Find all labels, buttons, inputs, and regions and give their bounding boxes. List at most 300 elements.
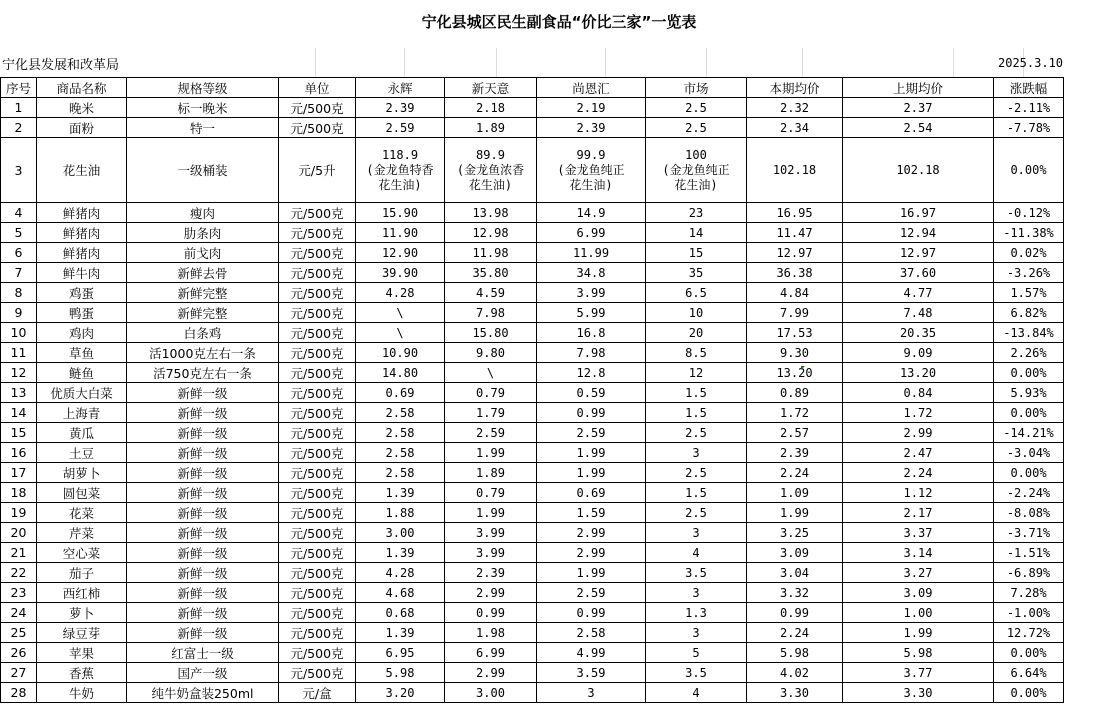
cell-index: 17 (1, 463, 37, 483)
cell-xintianyi: 7.98 (445, 303, 537, 323)
cell-yonghui: \ (356, 323, 445, 343)
cell-name: 鸡肉 (37, 323, 127, 343)
cell-yonghui: 1.88 (356, 503, 445, 523)
cell-previous-avg: 2.99 (843, 423, 994, 443)
cell-name: 花菜 (37, 503, 127, 523)
cell-index: 26 (1, 643, 37, 663)
cell-unit: 元/500克 (279, 303, 356, 323)
cell-yonghui: 1.39 (356, 623, 445, 643)
cell-name: 晚米 (37, 98, 127, 118)
cell-unit: 元/500克 (279, 263, 356, 283)
cell-xintianyi: 4.59 (445, 283, 537, 303)
cell-change: -1.51% (994, 543, 1064, 563)
cell-shangenhui: 99.9 (金龙鱼纯正 花生油) (537, 138, 646, 203)
cell-yonghui: 12.90 (356, 243, 445, 263)
cell-current-avg: 2.32 (747, 98, 843, 118)
cell-xintianyi: 1.89 (445, 463, 537, 483)
cell-current-avg: 4.02 (747, 663, 843, 683)
cell-shangenhui: 2.39 (537, 118, 646, 138)
cell-yonghui: 3.00 (356, 523, 445, 543)
cell-xintianyi: 15.80 (445, 323, 537, 343)
cell-previous-avg: 3.37 (843, 523, 994, 543)
cell-market: 6.5 (646, 283, 747, 303)
table-row (1, 423, 1118, 443)
cell-yonghui: 2.58 (356, 423, 445, 443)
cell-name: 西红柿 (37, 583, 127, 603)
cell-index: 2 (1, 118, 37, 138)
cell-unit: 元/500克 (279, 98, 356, 118)
cell-unit: 元/500克 (279, 643, 356, 663)
cell-previous-avg: 2.37 (843, 98, 994, 118)
cell-change: -11.38% (994, 223, 1064, 243)
cell-market: 3.5 (646, 663, 747, 683)
cell-change: 12.72% (994, 623, 1064, 643)
cell-yonghui: 0.69 (356, 383, 445, 403)
cell-market: 3 (646, 623, 747, 643)
cell-name: 鲜猪肉 (37, 203, 127, 223)
cell-current-avg: 0.89 (747, 383, 843, 403)
cell-shangenhui: 2.59 (537, 583, 646, 603)
cell-unit: 元/500克 (279, 663, 356, 683)
cell-index: 9 (1, 303, 37, 323)
cell-current-avg: 1.09 (747, 483, 843, 503)
cell-current-avg: 4.84 (747, 283, 843, 303)
cell-index: 23 (1, 583, 37, 603)
cell-spec: 一级桶装 (127, 138, 279, 203)
cell-spec: 新鲜一级 (127, 623, 279, 643)
cell-comment-marker (801, 366, 805, 370)
report-date: 2025.3.10 (998, 56, 1064, 70)
cell-change: 0.00% (994, 403, 1064, 423)
cell-yonghui: 2.59 (356, 118, 445, 138)
cell-name: 萝卜 (37, 603, 127, 623)
cell-current-avg: 12.97 (747, 243, 843, 263)
cell-market: 15 (646, 243, 747, 263)
cell-change: -8.08% (994, 503, 1064, 523)
cell-market: 1.5 (646, 383, 747, 403)
cell-index: 5 (1, 223, 37, 243)
cell-name: 牛奶 (37, 683, 127, 703)
cell-spec: 前戈肉 (127, 243, 279, 263)
cell-change: 7.28% (994, 583, 1064, 603)
table-row (1, 203, 1118, 223)
cell-change: 0.00% (994, 138, 1064, 203)
cell-name: 黄瓜 (37, 423, 127, 443)
cell-market: 3.5 (646, 563, 747, 583)
cell-previous-avg: 12.97 (843, 243, 994, 263)
cell-market: 5 (646, 643, 747, 663)
cell-shangenhui: 3.99 (537, 283, 646, 303)
cell-spec: 白条鸡 (127, 323, 279, 343)
cell-market: 1.5 (646, 403, 747, 423)
cell-previous-avg: 1.72 (843, 403, 994, 423)
col-header-previous-avg: 上期均价 (843, 78, 994, 98)
cell-shangenhui: 2.59 (537, 423, 646, 443)
cell-unit: 元/500克 (279, 583, 356, 603)
cell-spec: 新鲜一级 (127, 403, 279, 423)
cell-unit: 元/500克 (279, 623, 356, 643)
table-row (1, 603, 1118, 623)
cell-previous-avg: 13.20 (843, 363, 994, 383)
cell-change: 5.93% (994, 383, 1064, 403)
cell-name: 鲜牛肉 (37, 263, 127, 283)
cell-unit: 元/500克 (279, 503, 356, 523)
cell-name: 优质大白菜 (37, 383, 127, 403)
cell-xintianyi: 1.79 (445, 403, 537, 423)
cell-current-avg: 36.38 (747, 263, 843, 283)
cell-yonghui: 4.28 (356, 563, 445, 583)
cell-spec: 活750克左右一条 (127, 363, 279, 383)
cell-unit: 元/500克 (279, 203, 356, 223)
col-header-name: 商品名称 (37, 78, 127, 98)
price-table (0, 77, 1118, 703)
col-header-spec: 规格等级 (127, 78, 279, 98)
cell-spec: 新鲜一级 (127, 443, 279, 463)
col-header-yonghui: 永辉 (356, 78, 445, 98)
cell-unit: 元/500克 (279, 283, 356, 303)
col-header-market: 市场 (646, 78, 747, 98)
cell-current-avg: 0.99 (747, 603, 843, 623)
cell-current-avg: 3.30 (747, 683, 843, 703)
col-header-current-avg: 本期均价 (747, 78, 843, 98)
cell-xintianyi: 1.99 (445, 503, 537, 523)
cell-name: 花生油 (37, 138, 127, 203)
cell-market: 10 (646, 303, 747, 323)
table-row (1, 383, 1118, 403)
cell-index: 15 (1, 423, 37, 443)
table-row (1, 683, 1118, 703)
cell-market: 14 (646, 223, 747, 243)
cell-index: 16 (1, 443, 37, 463)
cell-name: 苹果 (37, 643, 127, 663)
cell-shangenhui: 2.99 (537, 543, 646, 563)
cell-market: 1.5 (646, 483, 747, 503)
cell-shangenhui: 2.99 (537, 523, 646, 543)
cell-unit: 元/500克 (279, 383, 356, 403)
cell-xintianyi: 2.18 (445, 98, 537, 118)
col-header-index: 序号 (1, 78, 37, 98)
cell-current-avg: 3.25 (747, 523, 843, 543)
cell-spec: 国产一级 (127, 663, 279, 683)
cell-xintianyi: 2.99 (445, 663, 537, 683)
table-row (1, 363, 1118, 383)
table-row (1, 303, 1118, 323)
cell-change: -3.04% (994, 443, 1064, 463)
cell-xintianyi: 35.80 (445, 263, 537, 283)
cell-name: 胡萝卜 (37, 463, 127, 483)
cell-current-avg: 1.99 (747, 503, 843, 523)
cell-change: 0.00% (994, 683, 1064, 703)
cell-yonghui: \ (356, 303, 445, 323)
cell-name: 土豆 (37, 443, 127, 463)
table-row (1, 223, 1118, 243)
cell-xintianyi: 2.59 (445, 423, 537, 443)
cell-spec: 活1000克左右一条 (127, 343, 279, 363)
cell-index: 11 (1, 343, 37, 363)
cell-shangenhui: 1.99 (537, 563, 646, 583)
cell-yonghui: 2.39 (356, 98, 445, 118)
cell-market: 4 (646, 543, 747, 563)
cell-xintianyi: 2.99 (445, 583, 537, 603)
cell-previous-avg: 102.18 (843, 138, 994, 203)
cell-previous-avg: 1.99 (843, 623, 994, 643)
cell-shangenhui: 16.8 (537, 323, 646, 343)
cell-unit: 元/500克 (279, 423, 356, 443)
cell-xintianyi: 13.98 (445, 203, 537, 223)
cell-index: 14 (1, 403, 37, 423)
cell-change: -3.71% (994, 523, 1064, 543)
cell-shangenhui: 12.8 (537, 363, 646, 383)
cell-change: -0.12% (994, 203, 1064, 223)
table-row (1, 523, 1118, 543)
cell-yonghui: 0.68 (356, 603, 445, 623)
cell-change: -6.89% (994, 563, 1064, 583)
cell-name: 草鱼 (37, 343, 127, 363)
table-row (1, 643, 1118, 663)
cell-unit: 元/500克 (279, 363, 356, 383)
cell-current-avg: 2.34 (747, 118, 843, 138)
cell-xintianyi: 2.39 (445, 563, 537, 583)
sheet-title: 宁化县城区民生副食品“价比三家”一览表 (421, 13, 697, 31)
cell-yonghui: 118.9 (金龙鱼特香 花生油) (356, 138, 445, 203)
cell-name: 鲜猪肉 (37, 223, 127, 243)
cell-change: -7.78% (994, 118, 1064, 138)
cell-unit: 元/500克 (279, 603, 356, 623)
gridline (605, 48, 606, 77)
cell-current-avg: 3.09 (747, 543, 843, 563)
cell-shangenhui: 0.59 (537, 383, 646, 403)
cell-current-avg: 16.95 (747, 203, 843, 223)
cell-unit: 元/500克 (279, 223, 356, 243)
cell-change: -13.84% (994, 323, 1064, 343)
cell-spec: 红富士一级 (127, 643, 279, 663)
cell-unit: 元/500克 (279, 563, 356, 583)
cell-unit: 元/5升 (279, 138, 356, 203)
cell-market: 3 (646, 523, 747, 543)
cell-spec: 新鲜一级 (127, 543, 279, 563)
cell-xintianyi: 89.9 (金龙鱼浓香 花生油) (445, 138, 537, 203)
cell-current-avg: 3.32 (747, 583, 843, 603)
cell-name: 鸭蛋 (37, 303, 127, 323)
cell-previous-avg: 3.77 (843, 663, 994, 683)
table-row (1, 503, 1118, 523)
cell-spec: 新鲜一级 (127, 423, 279, 443)
cell-change: 0.00% (994, 643, 1064, 663)
cell-index: 28 (1, 683, 37, 703)
cell-name: 鲢鱼 (37, 363, 127, 383)
table-row (1, 543, 1118, 563)
org-name: 宁化县发展和改革局 (2, 58, 120, 73)
cell-unit: 元/500克 (279, 403, 356, 423)
cell-previous-avg: 3.09 (843, 583, 994, 603)
cell-yonghui: 4.68 (356, 583, 445, 603)
cell-market: 2.5 (646, 118, 747, 138)
cell-name: 香蕉 (37, 663, 127, 683)
cell-market: 20 (646, 323, 747, 343)
cell-unit: 元/500克 (279, 443, 356, 463)
cell-name: 空心菜 (37, 543, 127, 563)
cell-current-avg: 7.99 (747, 303, 843, 323)
table-row (1, 663, 1118, 683)
cell-shangenhui: 1.99 (537, 443, 646, 463)
cell-market: 2.5 (646, 463, 747, 483)
cell-current-avg: 13.20 (747, 363, 843, 383)
cell-change: -3.26% (994, 263, 1064, 283)
cell-xintianyi: 9.80 (445, 343, 537, 363)
col-header-unit: 单位 (279, 78, 356, 98)
cell-xintianyi: \ (445, 363, 537, 383)
cell-previous-avg: 12.94 (843, 223, 994, 243)
cell-previous-avg: 37.60 (843, 263, 994, 283)
cell-index: 20 (1, 523, 37, 543)
cell-spec: 纯牛奶盒装250ml (127, 683, 279, 703)
cell-index: 8 (1, 283, 37, 303)
cell-previous-avg: 1.12 (843, 483, 994, 503)
cell-previous-avg: 3.14 (843, 543, 994, 563)
cell-change: 0.00% (994, 363, 1064, 383)
cell-index: 27 (1, 663, 37, 683)
cell-unit: 元/盒 (279, 683, 356, 703)
cell-spec: 新鲜一级 (127, 503, 279, 523)
cell-index: 22 (1, 563, 37, 583)
cell-unit: 元/500克 (279, 118, 356, 138)
cell-xintianyi: 11.98 (445, 243, 537, 263)
cell-index: 21 (1, 543, 37, 563)
cell-change: 6.82% (994, 303, 1064, 323)
cell-current-avg: 2.39 (747, 443, 843, 463)
cell-yonghui: 4.28 (356, 283, 445, 303)
cell-shangenhui: 6.99 (537, 223, 646, 243)
cell-market: 3 (646, 443, 747, 463)
cell-name: 面粉 (37, 118, 127, 138)
cell-current-avg: 2.24 (747, 463, 843, 483)
cell-shangenhui: 2.19 (537, 98, 646, 118)
cell-change: 1.57% (994, 283, 1064, 303)
cell-index: 4 (1, 203, 37, 223)
cell-current-avg: 2.57 (747, 423, 843, 443)
cell-market: 4 (646, 683, 747, 703)
cell-previous-avg: 3.27 (843, 563, 994, 583)
cell-xintianyi: 0.79 (445, 483, 537, 503)
cell-index: 1 (1, 98, 37, 118)
cell-current-avg: 3.04 (747, 563, 843, 583)
cell-name: 上海青 (37, 403, 127, 423)
cell-spec: 新鲜去骨 (127, 263, 279, 283)
cell-spec: 肋条肉 (127, 223, 279, 243)
cell-previous-avg: 2.17 (843, 503, 994, 523)
table-row (1, 463, 1118, 483)
gridline (706, 48, 707, 77)
cell-change: -2.11% (994, 98, 1064, 118)
cell-market: 12 (646, 363, 747, 383)
cell-current-avg: 2.24 (747, 623, 843, 643)
cell-name: 鸡蛋 (37, 283, 127, 303)
cell-yonghui: 11.90 (356, 223, 445, 243)
col-header-shangenhui: 尚恩汇 (537, 78, 646, 98)
cell-market: 8.5 (646, 343, 747, 363)
cell-index: 6 (1, 243, 37, 263)
cell-change: 0.02% (994, 243, 1064, 263)
cell-yonghui: 3.20 (356, 683, 445, 703)
cell-name: 芹菜 (37, 523, 127, 543)
cell-current-avg: 1.72 (747, 403, 843, 423)
table-row (1, 323, 1118, 343)
table-row (1, 403, 1118, 423)
cell-yonghui: 1.39 (356, 483, 445, 503)
gridline (315, 48, 316, 77)
cell-shangenhui: 0.69 (537, 483, 646, 503)
cell-unit: 元/500克 (279, 523, 356, 543)
table-row (1, 118, 1118, 138)
cell-index: 7 (1, 263, 37, 283)
table-row (1, 283, 1118, 303)
cell-market: 35 (646, 263, 747, 283)
cell-change: 0.00% (994, 463, 1064, 483)
cell-market: 100 (金龙鱼纯正 花生油) (646, 138, 747, 203)
cell-previous-avg: 3.30 (843, 683, 994, 703)
table-body (1, 98, 1118, 703)
cell-xintianyi: 3.99 (445, 543, 537, 563)
cell-spec: 新鲜一级 (127, 583, 279, 603)
gridline (953, 48, 954, 77)
cell-yonghui: 39.90 (356, 263, 445, 283)
cell-yonghui: 2.58 (356, 463, 445, 483)
cell-previous-avg: 0.84 (843, 383, 994, 403)
cell-market: 2.5 (646, 98, 747, 118)
gridline (802, 48, 803, 77)
table-row (1, 563, 1118, 583)
cell-shangenhui: 1.59 (537, 503, 646, 523)
cell-shangenhui: 0.99 (537, 603, 646, 623)
cell-yonghui: 10.90 (356, 343, 445, 363)
cell-xintianyi: 0.99 (445, 603, 537, 623)
cell-change: -2.24% (994, 483, 1064, 503)
cell-change: -1.00% (994, 603, 1064, 623)
table-row (1, 583, 1118, 603)
cell-index: 19 (1, 503, 37, 523)
cell-index: 24 (1, 603, 37, 623)
cell-yonghui: 2.58 (356, 403, 445, 423)
col-header-change: 涨跌幅 (994, 78, 1064, 98)
table-row (1, 243, 1118, 263)
cell-current-avg: 5.98 (747, 643, 843, 663)
cell-yonghui: 5.98 (356, 663, 445, 683)
cell-xintianyi: 3.00 (445, 683, 537, 703)
cell-yonghui: 1.39 (356, 543, 445, 563)
gridline (496, 48, 497, 77)
cell-name: 圆包菜 (37, 483, 127, 503)
cell-market: 2.5 (646, 423, 747, 443)
cell-previous-avg: 5.98 (843, 643, 994, 663)
cell-xintianyi: 3.99 (445, 523, 537, 543)
cell-previous-avg: 2.54 (843, 118, 994, 138)
cell-unit: 元/500克 (279, 243, 356, 263)
table-row (1, 98, 1118, 118)
cell-previous-avg: 2.24 (843, 463, 994, 483)
cell-shangenhui: 1.99 (537, 463, 646, 483)
cell-market: 23 (646, 203, 747, 223)
cell-spec: 新鲜一级 (127, 483, 279, 503)
cell-name: 鲜猪肉 (37, 243, 127, 263)
cell-yonghui: 2.58 (356, 443, 445, 463)
table-row (1, 138, 1118, 203)
cell-spec: 新鲜一级 (127, 563, 279, 583)
cell-unit: 元/500克 (279, 463, 356, 483)
cell-xintianyi: 1.89 (445, 118, 537, 138)
cell-yonghui: 15.90 (356, 203, 445, 223)
cell-name: 绿豆芽 (37, 623, 127, 643)
cell-change: 2.26% (994, 343, 1064, 363)
